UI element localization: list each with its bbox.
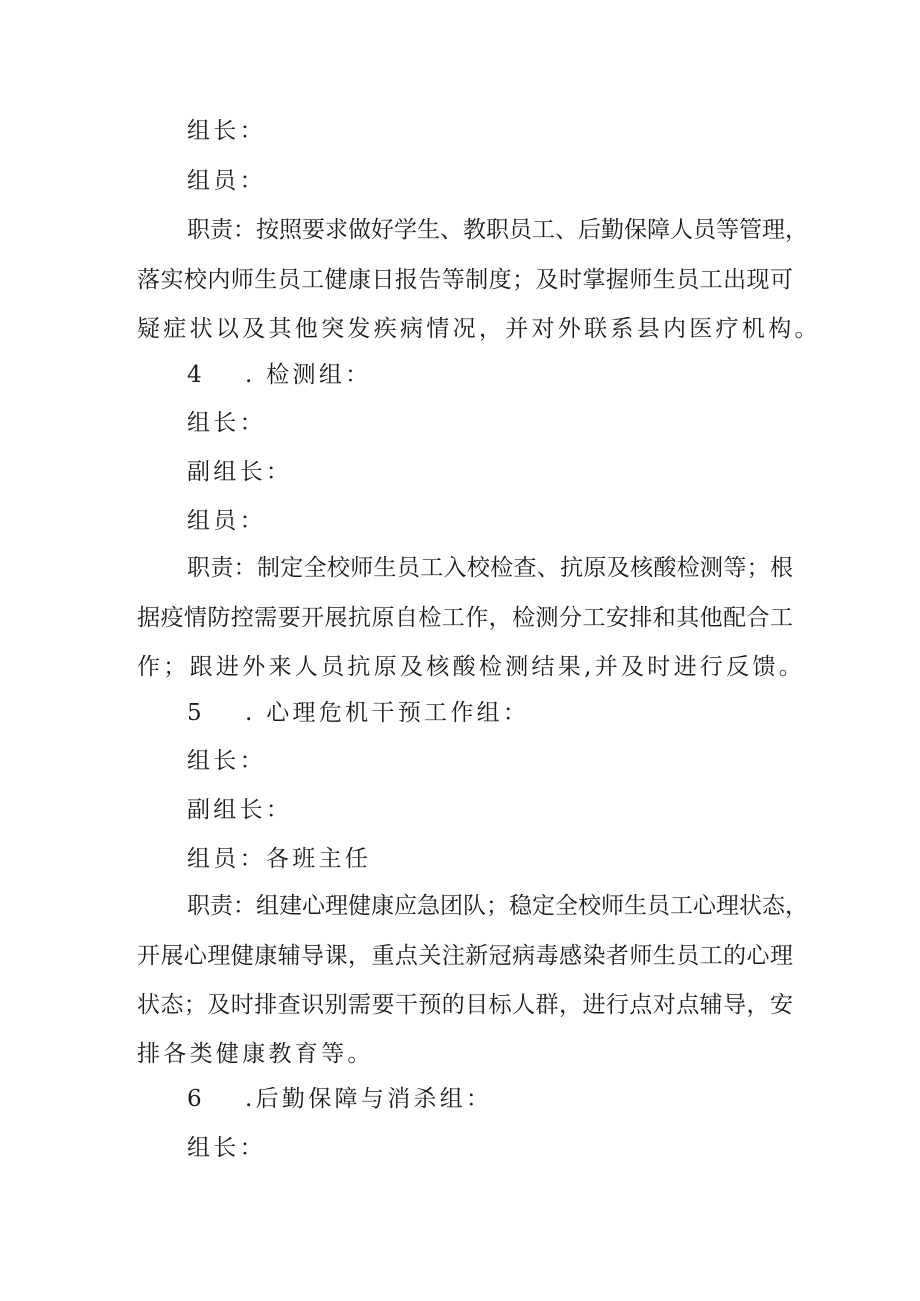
section-number: 4 xyxy=(187,362,202,388)
section-number: 6 xyxy=(187,1086,202,1112)
duties-paragraph-line: 落实校内师生员工健康日报告等制度；及时掌握师生员工出现可 xyxy=(137,267,793,293)
section-title: .后勤保障与消杀组： xyxy=(245,1086,493,1112)
section-number: 5 xyxy=(187,700,202,726)
group-leader-label: 组长： xyxy=(187,410,266,436)
duties-paragraph-line: 职责：组建心理健康应急团队；稳定全校师生员工心理状态， xyxy=(187,893,808,919)
group-leader-label: 组长： xyxy=(187,748,266,774)
group-leader-label: 组长： xyxy=(187,118,266,144)
deputy-leader-label: 副组长： xyxy=(187,797,293,823)
duties-paragraph-line: 开展心理健康辅导课，重点关注新冠病毒感染者师生员工的心理 xyxy=(137,943,793,969)
section-heading-5 xyxy=(187,698,529,728)
group-leader-label: 组长： xyxy=(187,1135,266,1161)
group-members-label: 组员：各班主任 xyxy=(187,846,372,872)
duties-paragraph-line: 作；跟进外来人员抗原及核酸检测结果,并及时进行反馈。 xyxy=(137,654,806,680)
section-title: . 心理危机干预工作组： xyxy=(245,700,530,726)
section-heading-6 xyxy=(187,1084,492,1114)
deputy-leader-label: 副组长： xyxy=(187,459,293,485)
duties-paragraph-line: 状态；及时排查识别需要干预的目标人群，进行点对点辅导，安 xyxy=(137,992,793,1018)
duties-paragraph-line: 据疫情防控需要开展抗原自检工作，检测分工安排和其他配合工 xyxy=(137,605,793,631)
group-members-label: 组员： xyxy=(187,168,266,194)
duties-paragraph-line: 职责：按照要求做好学生、教职员工、后勤保障人员等管理， xyxy=(187,217,808,243)
duties-paragraph-line: 疑症状以及其他突发疾病情况，并对外联系县内医疗机构。 xyxy=(137,316,821,342)
duties-paragraph-line: 排各类健康教育等。 xyxy=(137,1041,374,1067)
duties-paragraph-line: 职责：制定全校师生员工入校检查、抗原及核酸检测等；根 xyxy=(187,555,793,581)
section-title: . 检测组： xyxy=(245,362,372,388)
section-heading-4 xyxy=(187,360,371,390)
group-members-label: 组员： xyxy=(187,508,266,534)
